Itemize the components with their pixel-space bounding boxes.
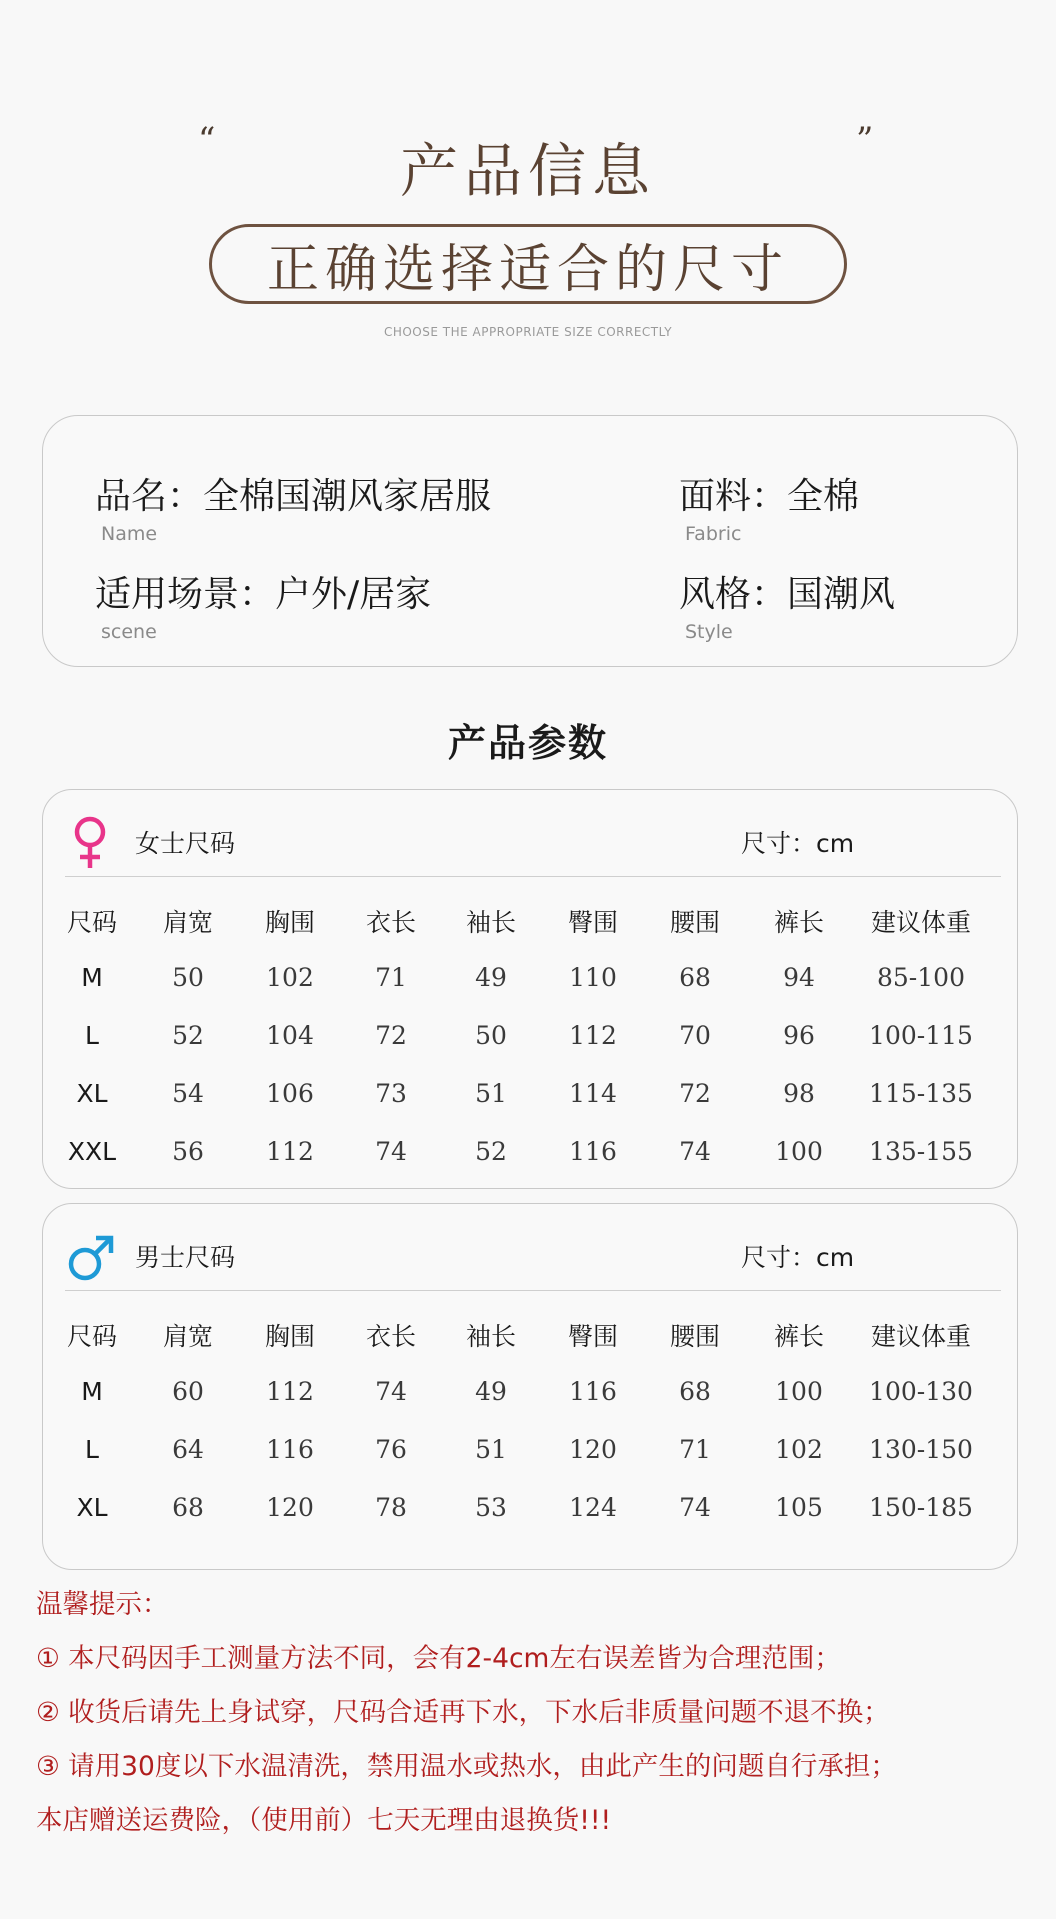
column-header: 臀围 [567,908,618,937]
table-cell: 64 [172,1434,204,1464]
column-header: 胸围 [264,908,315,937]
table-cell: 78 [375,1492,407,1522]
english-caption: CHOOSE THE APPROPRIATE SIZE CORRECTLY [383,325,673,339]
size-cell: L [85,1434,99,1464]
column-header: 袖长 [465,908,516,937]
table-cell: 85-100 [877,962,965,992]
table-cell: 112 [266,1136,314,1166]
women-size-title: 女士尺码 [135,829,236,858]
table-cell: 120 [266,1492,314,1522]
female-symbol-icon [65,814,115,870]
info-style-value: 风格：国潮风 [679,574,896,615]
table-cell: 100 [775,1136,823,1166]
tips-title: 温馨提示： [36,1589,169,1620]
size-cell: L [85,1020,99,1050]
table-cell: 74 [375,1376,407,1406]
subtitle-text: 正确选择适合的尺寸 [266,239,789,300]
women-unit-label: 尺寸：cm [741,829,855,858]
info-style-label-en: Style [685,621,733,643]
table-cell: 60 [172,1376,204,1406]
table-cell: 70 [679,1020,711,1050]
table-cell: 100-115 [869,1020,973,1050]
table-cell: 54 [172,1078,204,1108]
table-cell: 100 [775,1376,823,1406]
table-row [47,1362,989,1420]
men-size-title: 男士尺码 [135,1243,236,1272]
tip-line: 本店赠送运费险，（使用前）七天无理由退换货!!! [36,1805,612,1836]
column-header: 袖长 [465,1322,516,1351]
men-size-table [47,1308,989,1536]
table-cell: 116 [266,1434,314,1464]
men-card-header [65,1204,997,1290]
info-scene [95,566,431,643]
column-header: 尺码 [66,1322,117,1351]
table-cell: 94 [783,962,815,992]
table-cell: 110 [569,962,617,992]
table-header-row [47,1308,989,1362]
table-cell: 98 [783,1078,815,1108]
column-header: 腰围 [669,908,720,937]
table-cell: 72 [679,1078,711,1108]
table-cell: 150-185 [869,1492,973,1522]
table-cell: 76 [375,1434,407,1464]
men-unit-label: 尺寸：cm [741,1243,855,1272]
table-cell: 124 [569,1492,617,1522]
size-cell: M [81,1376,103,1406]
info-fabric-label-en: Fabric [685,523,742,545]
table-cell: 52 [475,1136,507,1166]
size-cell: XXL [67,1136,117,1166]
product-info-card [42,415,1018,667]
table-row [47,1478,989,1536]
column-header: 衣长 [365,908,416,937]
men-header-divider [65,1290,1001,1291]
care-tips [36,1578,1036,1848]
column-header: 肩宽 [162,1322,213,1351]
table-cell: 50 [172,962,204,992]
table-cell: 102 [775,1434,823,1464]
tip-line: ③ 请用30度以下水温清洗，禁用温水或热水，由此产生的问题自行承担； [36,1751,897,1782]
info-name [95,468,491,545]
women-size-card [42,789,1018,1189]
women-size-table [47,894,989,1180]
table-cell: 49 [475,1376,507,1406]
params-title: 产品参数 [447,721,608,765]
table-row [47,1122,989,1180]
table-cell: 73 [375,1078,407,1108]
table-cell: 112 [569,1020,617,1050]
table-cell: 100-130 [869,1376,973,1406]
women-card-header [65,790,997,876]
info-name-value: 品名：全棉国潮风家居服 [95,476,492,517]
table-cell: 104 [266,1020,314,1050]
table-row [47,1006,989,1064]
table-cell: 74 [679,1136,711,1166]
table-row [47,948,989,1006]
table-cell: 96 [783,1020,815,1050]
table-cell: 102 [266,962,314,992]
info-fabric-value: 面料：全棉 [679,476,860,517]
table-row [47,1064,989,1122]
column-header: 裤长 [773,908,824,937]
table-cell: 114 [569,1078,617,1108]
table-cell: 120 [569,1434,617,1464]
size-cell: XL [76,1078,108,1108]
close-quote-mark: ” [856,120,874,160]
table-cell: 71 [679,1434,711,1464]
column-header: 建议体重 [870,1322,971,1351]
table-cell: 52 [172,1020,204,1050]
table-cell: 130-150 [869,1434,973,1464]
table-cell: 116 [569,1136,617,1166]
table-cell: 74 [679,1492,711,1522]
table-cell: 105 [775,1492,823,1522]
info-style [679,566,895,643]
table-cell: 68 [679,1376,711,1406]
column-header: 腰围 [669,1322,720,1351]
column-header: 裤长 [773,1322,824,1351]
men-size-card [42,1203,1018,1570]
table-cell: 72 [375,1020,407,1050]
tip-line: ① 本尺码因手工测量方法不同，会有2-4cm左右误差皆为合理范围； [36,1643,841,1674]
table-cell: 71 [375,962,407,992]
size-cell: XL [76,1492,108,1522]
column-header: 尺码 [66,908,117,937]
open-quote-mark: “ [198,120,216,160]
info-fabric [679,468,859,545]
table-cell: 115-135 [869,1078,973,1108]
column-header: 胸围 [264,1322,315,1351]
table-cell: 50 [475,1020,507,1050]
table-cell: 135-155 [869,1136,973,1166]
size-cell: M [81,962,103,992]
table-cell: 51 [475,1078,507,1108]
table-cell: 51 [475,1434,507,1464]
tip-line: ② 收货后请先上身试穿，尺码合适再下水，下水后非质量问题不退不换； [36,1697,890,1728]
table-cell: 116 [569,1376,617,1406]
table-cell: 112 [266,1376,314,1406]
table-cell: 49 [475,962,507,992]
table-cell: 106 [266,1078,314,1108]
male-symbol-icon [65,1228,115,1284]
table-header-row [47,894,989,948]
table-cell: 68 [679,962,711,992]
info-scene-label-en: scene [101,621,157,643]
table-cell: 56 [172,1136,204,1166]
column-header: 臀围 [567,1322,618,1351]
table-cell: 74 [375,1136,407,1166]
column-header: 衣长 [365,1322,416,1351]
column-header: 肩宽 [162,908,213,937]
subtitle-pill [209,224,847,304]
column-header: 建议体重 [870,908,971,937]
table-row [47,1420,989,1478]
info-scene-value: 适用场景：户外/居家 [95,574,432,615]
table-cell: 53 [475,1492,507,1522]
page-title: 产品信息 [399,137,656,205]
info-name-label-en: Name [101,523,158,545]
table-cell: 68 [172,1492,204,1522]
women-header-divider [65,876,1001,877]
